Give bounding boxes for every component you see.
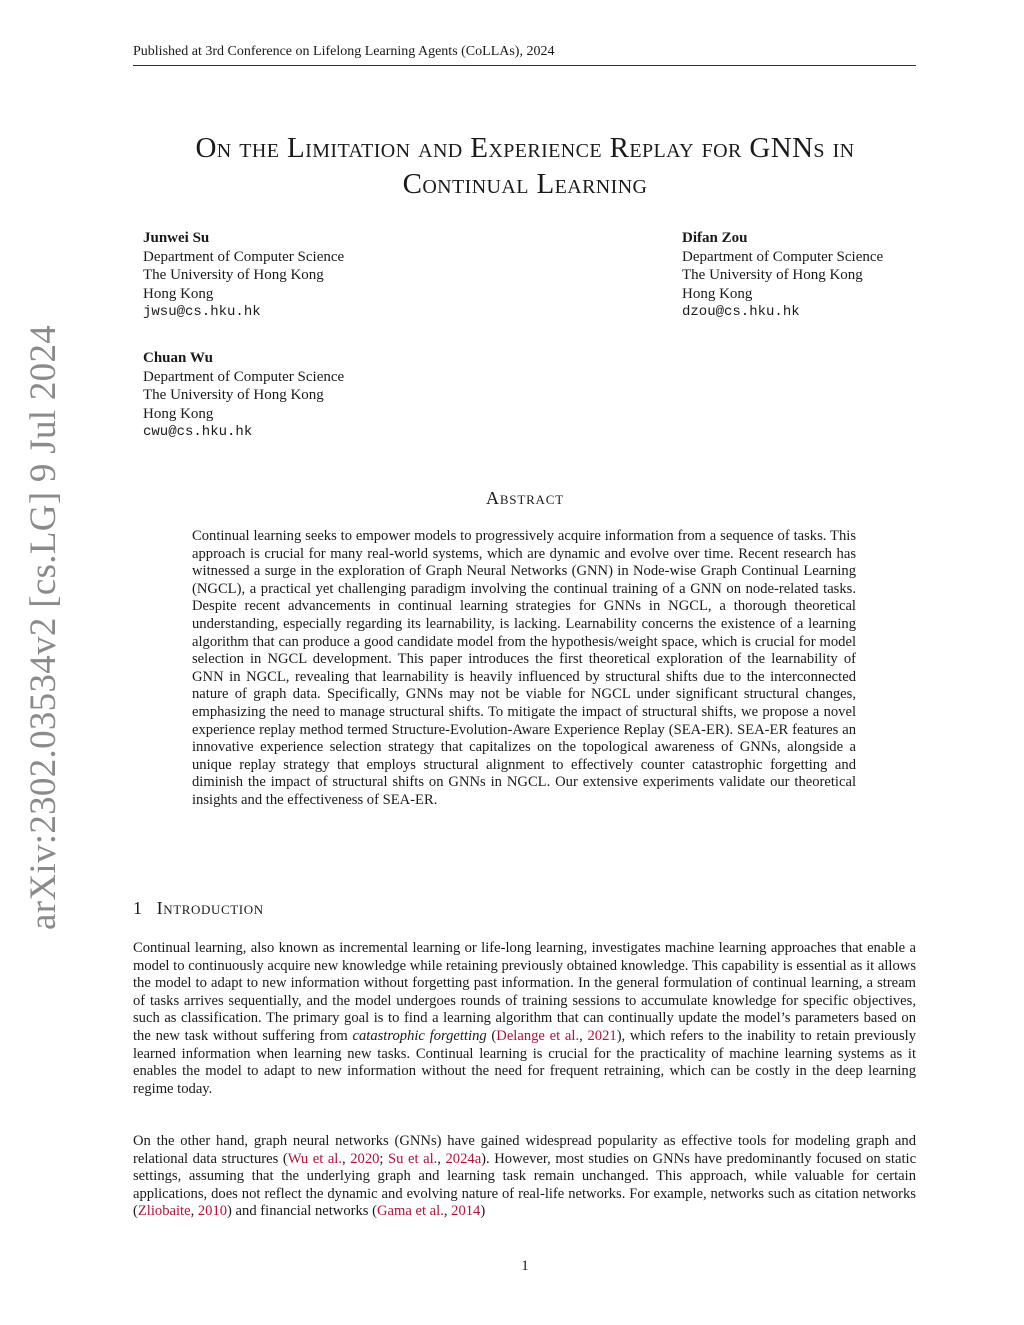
author-dept: Department of Computer Science: [143, 248, 345, 265]
section-number: 1: [133, 898, 143, 918]
author-name: Difan Zou: [682, 230, 748, 246]
section-title: Introduction: [156, 898, 264, 918]
author-univ: The University of Hong Kong: [143, 267, 324, 283]
title-line-1: On the Limitation and Experience Replay for GNNs in: [195, 132, 855, 164]
author-block-1: [143, 229, 344, 322]
intro-paragraph-1: Continual learning, also known as incremental learning or life-long learning, investigates machine learning approaches that enable a model to continuously acquire new knowledge while retaining previously obtained knowledge. This capability is essential as it allows the model to adapt to new information without forgetting past information. In the general formulation of continual learning, a stream of tasks arrives sequentially, and the model undergoes rounds of training sessions to accumulate knowledge for specific objectives, such as classification. The primary goal is to find a learning algorithm that can continually update the model’s parameters based on the new task without suffering from catastrophic forgetting (Delange et al., 2021), which refers to the inability to retain previously learned information when learning new tasks. Continual learning is crucial for the practicality of machine learning systems as it enables the model to adapt to new information without the need for frequent retraining, which can be costly in the deep learning regime today.: [133, 940, 917, 1097]
citation-year-link[interactable]: 2020: [350, 1150, 380, 1167]
citation-year-link[interactable]: 2010: [197, 1203, 228, 1220]
citation-year-link[interactable]: 2024a: [445, 1150, 482, 1167]
intro-paragraph-2: On the other hand, graph neural networks (GNNs) have gained widespread popularity as effective tools for modeling graph and relational data structures (Wu et al., 2020; Su et al., 2024a). However, most studies on GNNs have predominantly focused on static settings, assuming that the underlying graph and learning task remain unchanged. This approach, while valuable for certain applications, does not reflect the dynamic and evolving nature of real-life networks. For example, networks such as citation networks (Zliobaite, 2010) and financial networks (Gama et al., 2014): [133, 1133, 917, 1220]
citation-link[interactable]: Su et al.: [388, 1150, 438, 1167]
author-univ: The University of Hong Kong: [143, 387, 324, 403]
running-header: Published at 3rd Conference on Lifelong Learning Agents (CoLLAs), 2024: [133, 44, 555, 59]
citation-year-link[interactable]: 2021: [587, 1027, 617, 1044]
author-email[interactable]: dzou@cs.hku.hk: [682, 304, 800, 320]
author-block-2: [682, 229, 883, 322]
header-rule: [133, 65, 916, 66]
paper-title: [100, 130, 950, 202]
author-place: Hong Kong: [143, 285, 214, 302]
citation-link[interactable]: Zliobaite: [137, 1203, 191, 1220]
author-email[interactable]: cwu@cs.hku.hk: [143, 424, 253, 440]
author-dept: Department of Computer Science: [143, 368, 345, 385]
author-place: Hong Kong: [143, 405, 214, 422]
citation-link[interactable]: Wu et al.: [287, 1150, 342, 1167]
emphasis-term: catastrophic forgetting: [352, 1027, 487, 1044]
arxiv-sidebar-stamp: arXiv:2302.03534v2 [cs.LG] 9 Jul 2024: [23, 324, 64, 930]
author-place: Hong Kong: [682, 285, 753, 302]
author-email[interactable]: jwsu@cs.hku.hk: [143, 304, 261, 320]
author-name: Chuan Wu: [143, 350, 213, 366]
abstract-text: Continual learning seeks to empower models to progressively acquire information from a sequence of tasks. This approach is crucial for many real-world systems, which are dynamic and evolve over time. Recent research has witnessed a surge in the exploration of Graph Neural Networks (GNN) in Node-wise Graph Continual Learning (NGCL), a practical yet challenging paradigm involving the continual training of a GNN on node-related tasks. Despite recent advancements in continual learning strategies for GNNs in NGCL, a thorough theoretical understanding, especially regarding its learnability, is lacking. Learnability concerns the existence of a learning algorithm that can produce a good candidate model from the hypothesis/weight space, which is crucial for model selection in NGCL development. This paper introduces the first theoretical exploration of the learnability of GNN in NGCL, revealing that learnability is heavily influenced by structural shifts due to the interconnected nature of graph data. Specifically, GNNs may not be viable for NGCL under significant structural changes, emphasizing the need to manage structural shifts. To mitigate the impact of structural shifts, we propose a novel experience replay method termed Structure-Evolution-Aware Experience Replay (SEA-ER). SEA-ER features an innovative experience selection strategy that capitalizes on the topological awareness of GNNs, alongside a unique replay strategy that employs structural alignment to effectively counter catastrophic forgetting and diminish the impact of structural shifts on GNNs in NGCL. Our extensive experiments validate our theoretical insights and the effectiveness of SEA-ER.: [192, 528, 856, 808]
author-dept: Department of Computer Science: [682, 248, 884, 265]
abstract-heading: Abstract: [486, 488, 564, 508]
author-block-3: [143, 349, 344, 442]
section-heading: [133, 898, 264, 919]
citation-link[interactable]: Gama et al.: [376, 1203, 444, 1220]
citation-year-link[interactable]: 2014: [451, 1203, 481, 1220]
citation-link[interactable]: Delange et al.: [496, 1027, 580, 1044]
author-univ: The University of Hong Kong: [682, 267, 863, 283]
author-name: Junwei Su: [143, 230, 210, 246]
title-line-2: Continual Learning: [402, 168, 648, 200]
page-number: 1: [521, 1258, 529, 1274]
